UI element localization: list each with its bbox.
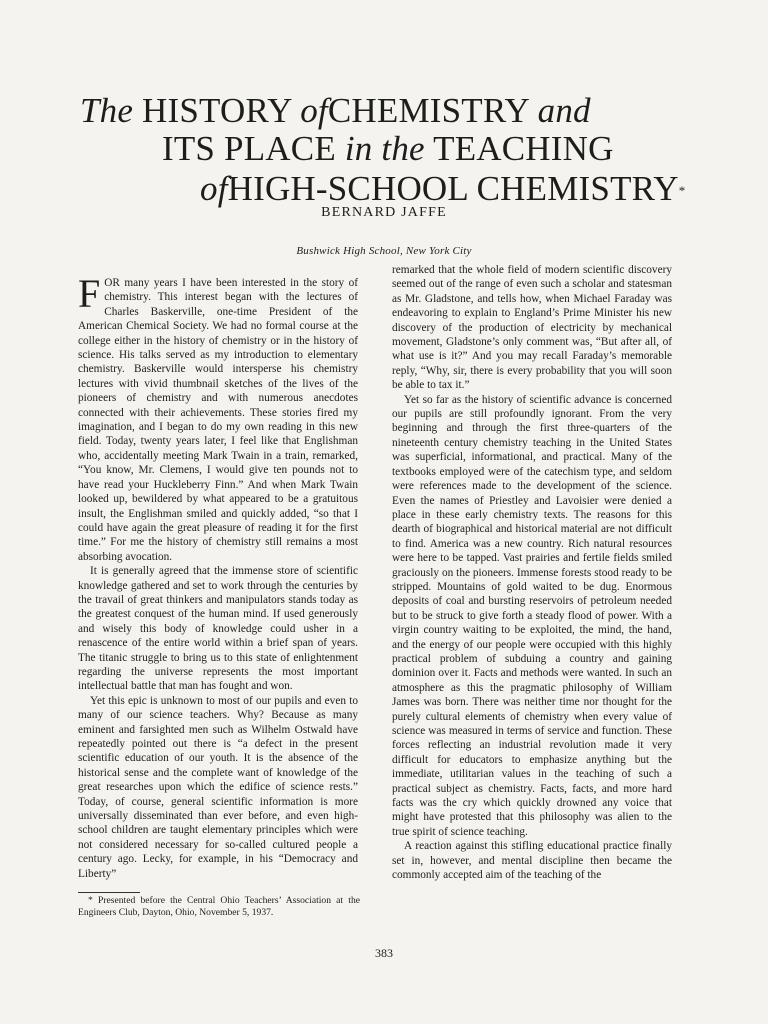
title-word-history: HISTORY (133, 91, 301, 130)
title-word-and: and (537, 91, 591, 130)
title-word-of: of (300, 91, 328, 130)
footnote: * Presented before the Central Ohio Teachers’ Association at the Engineers Club, Dayton, Ohio, November 5, 1937. (78, 895, 360, 919)
title-words-high-school-chemistry: HIGH-SCHOOL CHEMISTRY (227, 169, 679, 208)
paragraph-5: Yet so far as the history of scientific advance is concerned our pupils are still profoundly ignorant. From the very beginning and through the first three-quarters of the nineteenth century chemistry teaching in the United States was superficial, informational, and practical. Many of the textbooks employed were of the catechism type, and seldom were references made to the development of the science. Even the names of Priestley and Lavoisier were denied a place in these early chemistry texts. The reasons for this dearth of biographical and historical material are not difficult to find. America was a new country. Rich natural resources were here to be tapped. Vast prairies and fertile fields smiled graciously on the pioneers. Immense forests stood ready to be stripped. Mountains of gold waited to be dug. Enormous deposits of coal and bursting reservoirs of petroleum needed but to be struck to give forth a steady flood of power. With a virgin country waiting to be exploited, the mind, the hand, and the energy of our people were occupied with this highly practical problem of subduing a country and gaining dominion over it. Facts and methods were wanted. In such an atmosphere as this the pragmatic philosophy of William James was born. There was neither time nor thought for the purely cultural elements of chemistry when every value of science was measured in terms of service and function. These forces reflecting an industrial revolution made it very difficult for educators to emphasize anything but the immediate, utilitarian values in the teaching of such a practical subject as chemistry. Facts, facts, and more hard facts was the cry which quickly drowned any voice that might have protested that this philosophy was alien to the true spirit of science teaching. (392, 393, 672, 838)
title-word-of-2: of (200, 169, 228, 208)
right-column (392, 263, 672, 882)
paragraph-4: remarked that the whole field of modern scientific discovery seemed out of the range of even such a scholar and statesman as Mr. Gladstone, and tells how, when Michael Faraday was endeavoring to explain to England’s Prime Minister his new discovery of the production of electricity by mechanical movement, Gladstone’s only comment was, “But after all, of what use is it?” And you may recall Faraday’s memorable reply, “Why, sir, there is every probability that you will soon be able to tax it.” (392, 264, 672, 392)
paragraph-6: A reaction against this stifling educational practice finally set in, however, and mental discipline then became the commonly accepted aim of the teaching of the (392, 840, 672, 882)
left-column (78, 271, 358, 881)
title-word-teaching: TEACHING (424, 129, 614, 168)
title-words-its-place: ITS PLACE (162, 129, 345, 168)
paragraph-1-text: OR many years I have been interested in the story of chemistry. This interest began with the lectures of Charles Baskerville, one-time President of the American Chemical Society. We had no formal course at the college either in the history of chemistry or in the history of science. His talks served as my introduction to elementary chemistry. Baskerville would intersperse his chemistry lectures with vivid thumbnail sketches of the lives of the pioneers of chemistry and with numerous anecdotes connected with their achievements. These stories fired my imagination, and I began to do my own reading in this new field. Today, twenty years later, I feel like that Englishman who, accidentally meeting Mark Twain in a train, remarked, “You know, Mr. Clemens, I would give ten pounds not to have read your Huckleberry Finn.” And when Mark Twain looked up, bewildered by what appeared to be a gratuitous insult, the Englishman smiled and quickly added, “so that I could have again the great pleasure of reading it for the first time.” For me the history of chemistry still remains a most absorbing avocation. (78, 277, 358, 563)
paragraph-2: It is generally agreed that the immense store of scientific knowledge gathered and set to work through the centuries by the travail of great thinkers and manipulators stands today as the greatest conquest of the human mind. If used generously and wisely this body of knowledge could usher in a renascence of the entire world within a brief span of years. The titanic struggle to bring us to this state of enlightenment regarding the universe represents the most important intellectual battle that man has fought and won. (78, 565, 358, 693)
drop-cap: F (78, 271, 101, 316)
title-line-1 (80, 92, 591, 130)
author-name: BERNARD JAFFE (321, 205, 447, 220)
title-word-the: The (80, 91, 134, 130)
footnote-divider (78, 892, 140, 893)
author-affiliation: Bushwick High School, New York City (296, 245, 472, 257)
page-number: 383 (375, 946, 393, 960)
title-line-3 (200, 170, 685, 208)
paragraph-3: Yet this epic is unknown to most of our pupils and even to many of our science teachers. Why? Because as many eminent and farsighted men such as Wilhelm Ostwald have repeatedly pointed out there is “a defect in the present scientific education of our youth. It is the absence of the historical sense and the complete want of knowledge of the great researches upon which the edifice of science rests.” Today, of course, general scientific information is more universally disseminated than ever before, and even high-school children are taught elementary principles which were not considered necessary for so-called cultured people a century ago. Lecky, for example, in his “Democracy and Liberty” (78, 694, 358, 880)
title-word-chemistry: CHEMISTRY (327, 91, 538, 130)
paragraph-1 (78, 271, 358, 564)
title-words-in-the: in the (344, 129, 425, 168)
footnote-marker: * (678, 183, 686, 198)
title-line-2 (162, 130, 614, 168)
